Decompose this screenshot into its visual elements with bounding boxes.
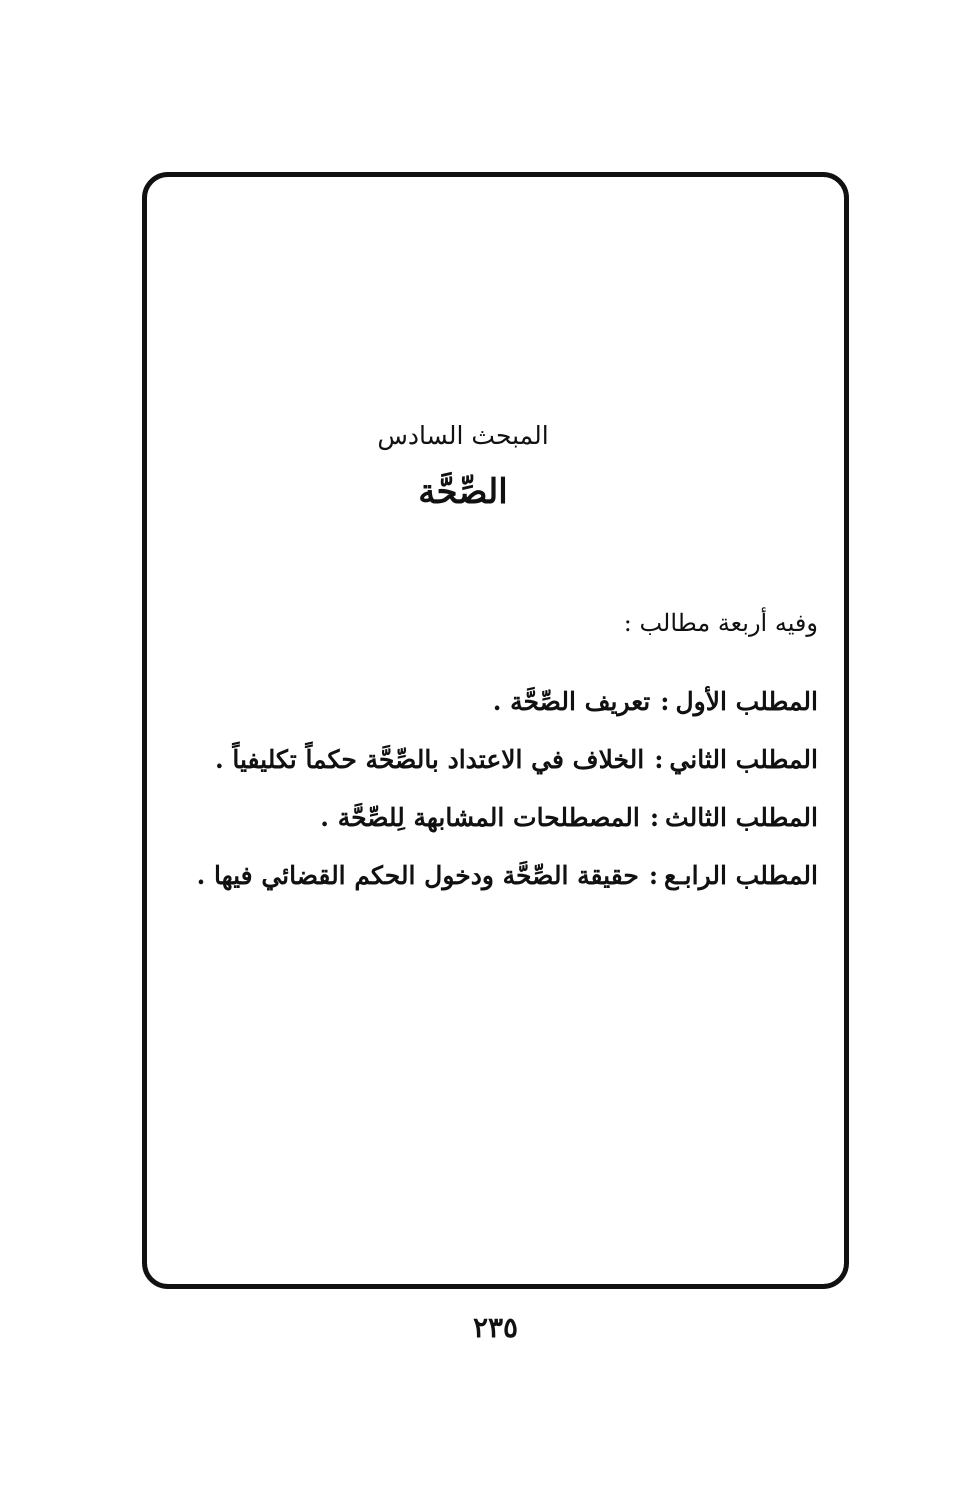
topic-text: حقيقة الصِّحَّة ودخول الحكم القضائي فيها . — [196, 860, 639, 890]
topic-separator: : — [648, 860, 659, 890]
topic-text: المصطلحات المشابهة لِلصِّحَّة . — [320, 802, 640, 832]
topic-key: المطلب الأول — [675, 686, 818, 716]
section-label: المبحث السادس — [377, 421, 549, 450]
topic-key: المطلب الثالث — [665, 802, 818, 832]
topic-separator: : — [649, 802, 660, 832]
topic-item-1 — [138, 672, 818, 730]
topic-item-4 — [138, 846, 818, 904]
topic-key: المطلب الثاني — [669, 744, 818, 774]
page-number: ٢٣٥ — [472, 1311, 519, 1344]
intro-line: وفيه أربعة مطالب : — [623, 609, 818, 637]
section-title: الصِّحَّة — [418, 472, 508, 512]
topic-text: الخلاف في الاعتداد بالصِّحَّة حكماً تكليفياً . — [214, 744, 645, 774]
topic-item-2 — [138, 730, 818, 788]
topic-text: تعريف الصِّحَّة . — [492, 686, 651, 716]
topic-separator: : — [654, 744, 664, 774]
topic-key: المطلب الرابـع — [664, 860, 818, 890]
topic-separator: : — [660, 686, 670, 716]
topics-list — [138, 672, 818, 904]
topic-item-3 — [138, 788, 818, 846]
